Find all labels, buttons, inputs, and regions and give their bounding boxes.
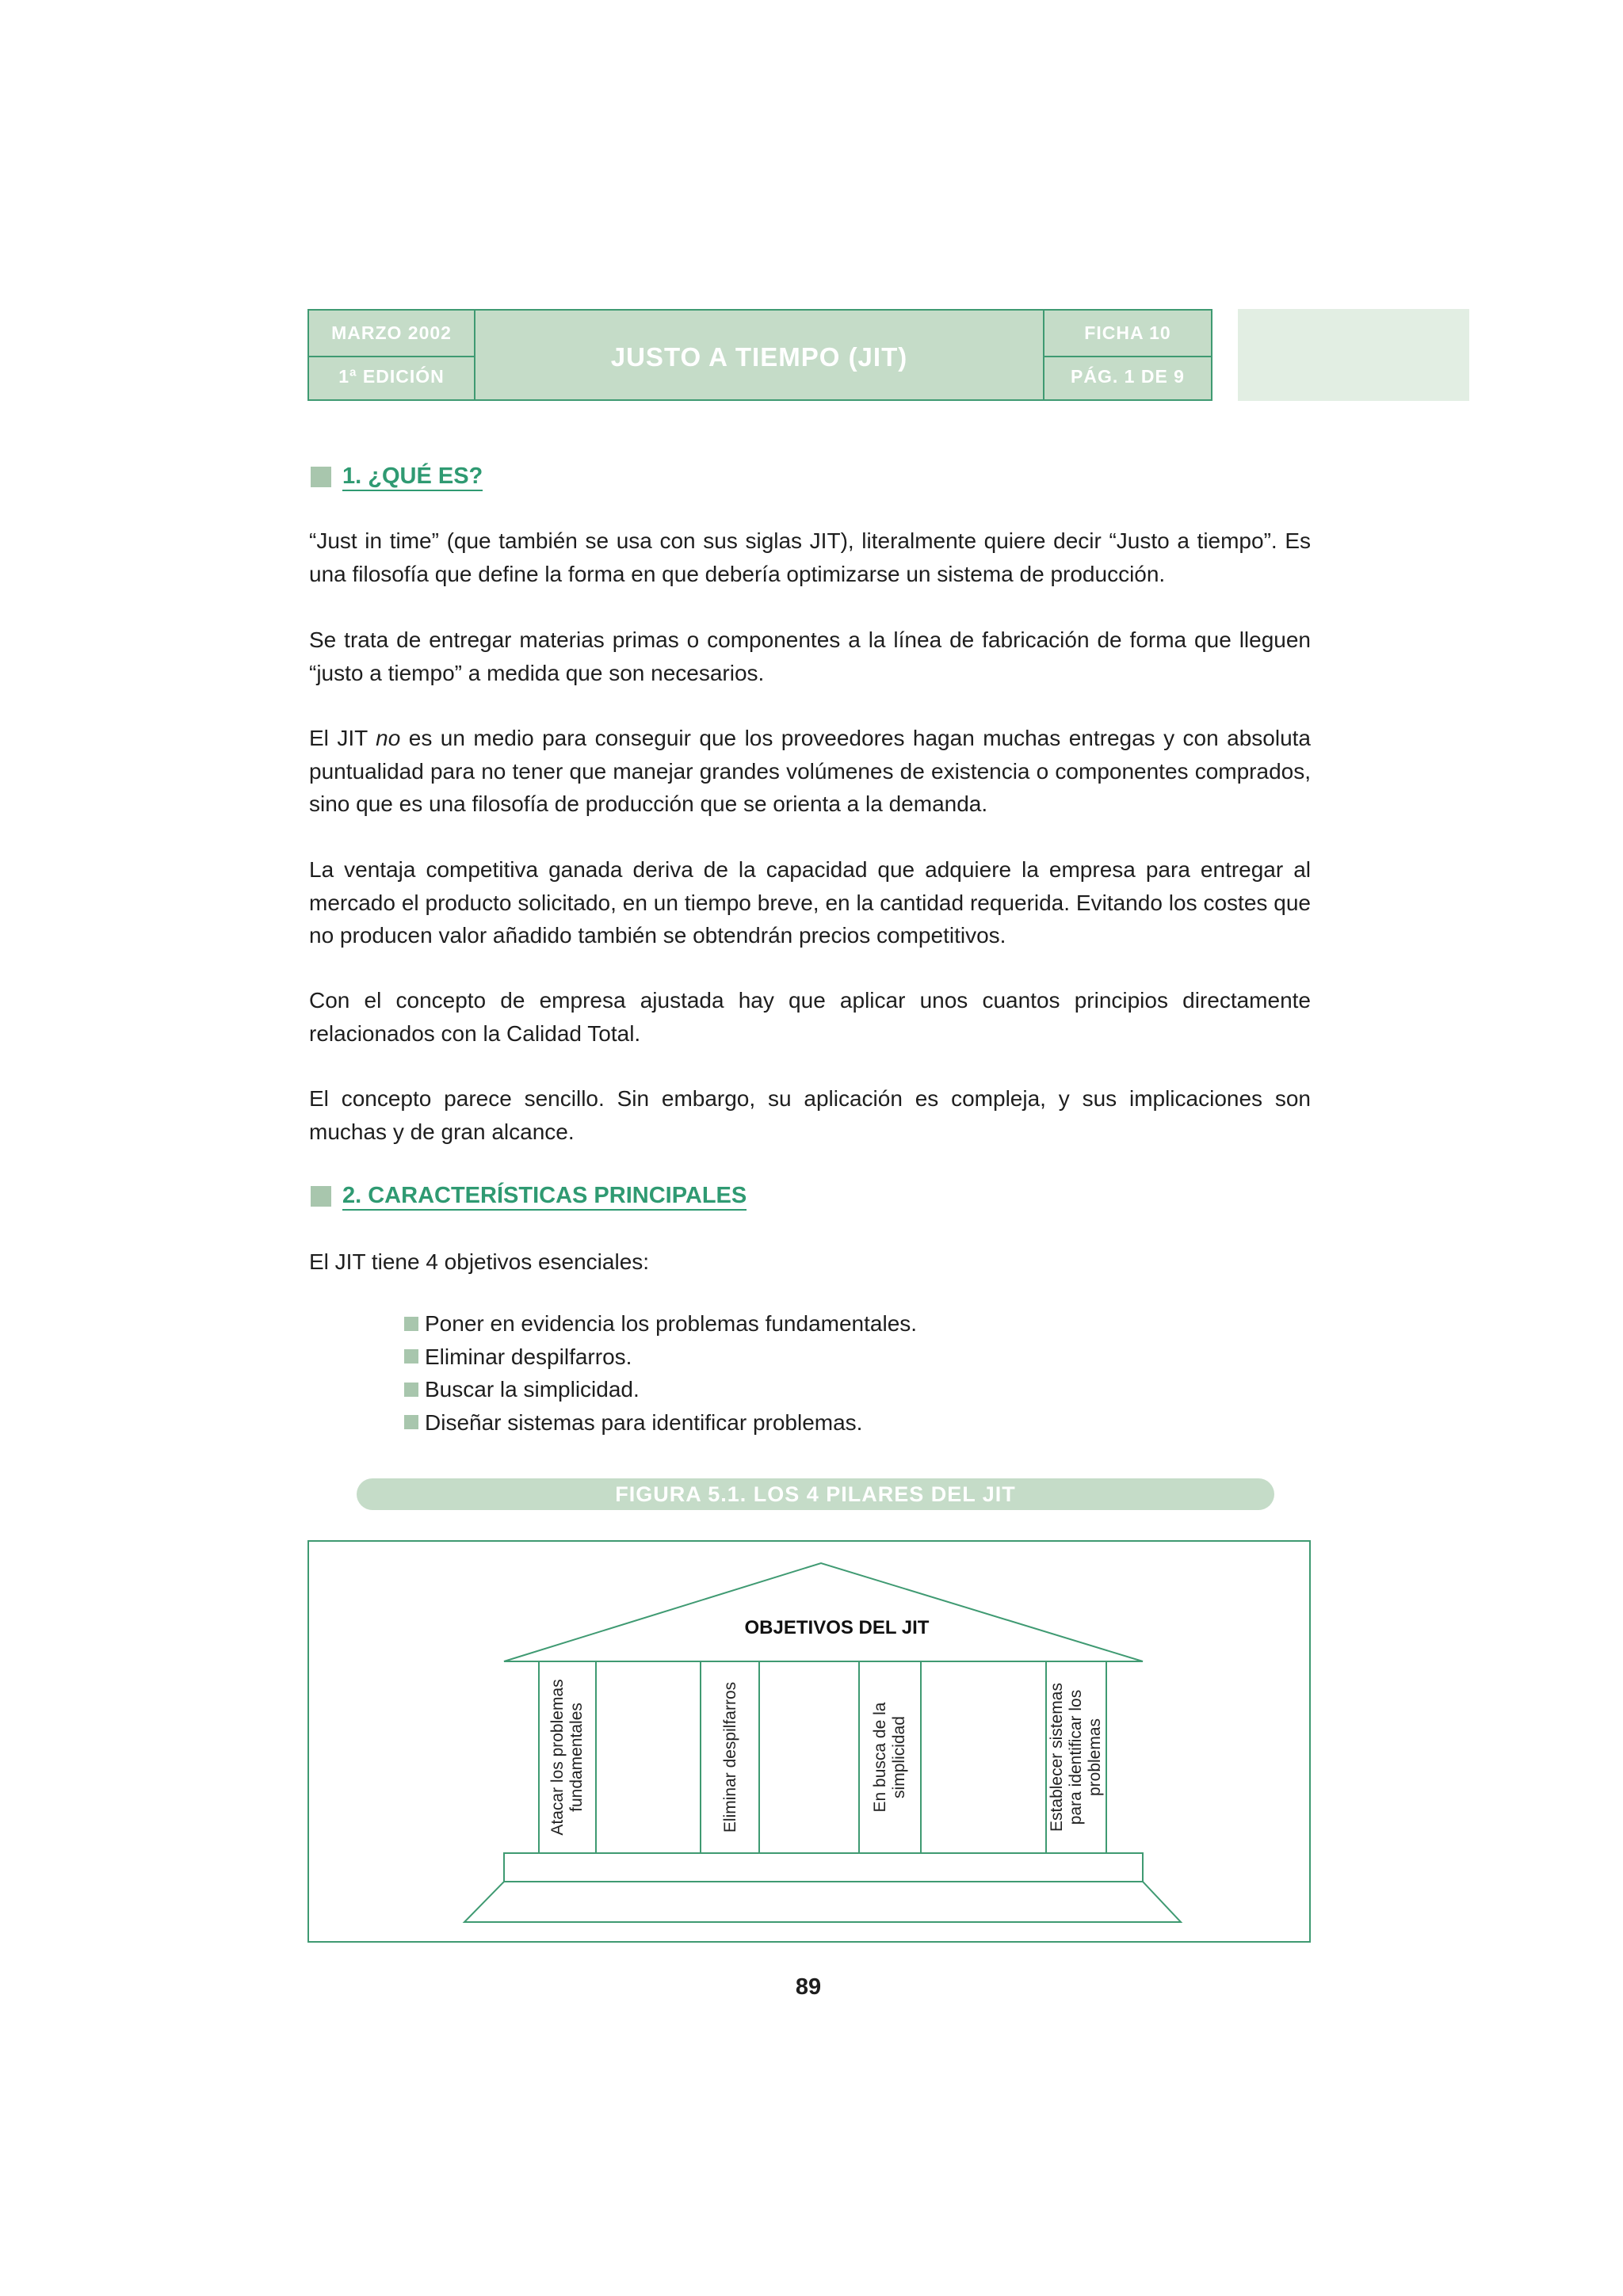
page-number: 89 [795, 1974, 822, 2000]
paragraph-2: Se trata de entregar materias primas o componentes a la línea de fabricación de forma que lleguen “justo a tiempo” a medida que son necesarios. [309, 627, 1311, 685]
pillar-2-label-line1: Eliminar despilfarros [721, 1681, 739, 1833]
paragraph-3 [309, 722, 1311, 821]
pillar-3-label-line1: En busca de la [871, 1702, 889, 1813]
section-1-title: 1. ¿QUÉ ES? [342, 463, 483, 491]
section-2-heading [311, 1182, 747, 1211]
paragraph-1: “Just in time” (que también se usa con sus siglas JIT), literalmente quiere decir “Justo a tiempo”. Es una filosofía que define la forma en que debería optimizarse un sistema de producción. [309, 528, 1311, 586]
bullet-square-icon [404, 1317, 418, 1331]
list-item-text: Buscar la simplicidad. [425, 1377, 640, 1402]
paragraph-4: La ventaja competitiva ganada deriva de la capacidad que adquiere la empresa para entregar al mercado el producto solicitado, en un tiempo breve, en la cantidad requerida. Evitando los costes que no producen valor añadido también se obtendrán precios competitivos. [309, 857, 1311, 948]
list-item-text: Diseñar sistemas para identificar problemas. [425, 1409, 863, 1435]
temple-diagram [309, 1542, 1309, 1941]
pillar-3-label-line2: simplicidad [890, 1716, 908, 1798]
objectives-list [404, 1307, 917, 1439]
bullet-square-icon [404, 1383, 418, 1397]
section-square-icon [311, 1186, 331, 1207]
temple-roof [504, 1563, 1143, 1661]
list-item [404, 1341, 917, 1374]
document-title: JUSTO A TIEMPO (JIT) [610, 342, 908, 372]
section-square-icon [311, 467, 331, 487]
section-2-title: 2. CARACTERÍSTICAS PRINCIPALES [342, 1182, 747, 1211]
paragraph-3-emphasis: no [376, 726, 401, 750]
pillar-1-label-line2: fundamentales [567, 1703, 586, 1812]
paragraph-6: El concepto parece sencillo. Sin embargo, su aplicación es compleja, y sus implicaciones son muchas y de gran alcance. [309, 1086, 1311, 1144]
pillar-4-label-line3: problemas [1086, 1718, 1104, 1797]
list-item [404, 1373, 917, 1406]
header-edition: 1ª EDICIÓN [338, 366, 445, 387]
header-ficha: FICHA 10 [1044, 311, 1211, 357]
temple-base [504, 1853, 1143, 1882]
header-date-edition-cell [307, 309, 475, 401]
section-2-intro: El JIT tiene 4 objetivos esenciales: [309, 1249, 650, 1274]
list-item [404, 1406, 917, 1440]
list-item [404, 1307, 917, 1341]
paragraph-5: Con el concepto de empresa ajustada hay que aplicar unos cuantos principios directamente relacionados con la Calidad Total. [309, 988, 1311, 1046]
figure-frame [307, 1540, 1311, 1943]
pillar-4-label-line1: Establecer sistemas [1048, 1683, 1066, 1832]
header-title-cell [474, 309, 1044, 401]
section-1-heading [311, 463, 483, 491]
header-date: MARZO 2002 [309, 311, 474, 357]
bullet-square-icon [404, 1415, 418, 1429]
figure-caption: FIGURA 5.1. LOS 4 PILARES DEL JIT [357, 1478, 1274, 1510]
header-page: PÁG. 1 DE 9 [1071, 366, 1185, 387]
bullet-square-icon [404, 1349, 418, 1363]
list-item-text: Eliminar despilfarros. [425, 1344, 632, 1369]
roof-label: OBJETIVOS DEL JIT [744, 1617, 930, 1638]
pillar-4-label-line2: para identificar los [1067, 1689, 1085, 1825]
paragraph-3-after: es un medio para conseguir que los proveedores hagan muchas entregas y con absoluta puntualidad para no tener que manejar grandes volúmenes de existencia o componentes comprados, sino que es una filosofía de producción que se orienta a la demanda. [309, 726, 1311, 816]
pillar-1-label-line1: Atacar los problemas [548, 1679, 567, 1836]
paragraph-3-before: El JIT [309, 726, 376, 750]
list-item-text: Poner en evidencia los problemas fundamentales. [425, 1311, 918, 1336]
header-ficha-cell [1043, 309, 1212, 401]
temple-stylobate [464, 1882, 1181, 1922]
header-decoration [1238, 309, 1469, 401]
